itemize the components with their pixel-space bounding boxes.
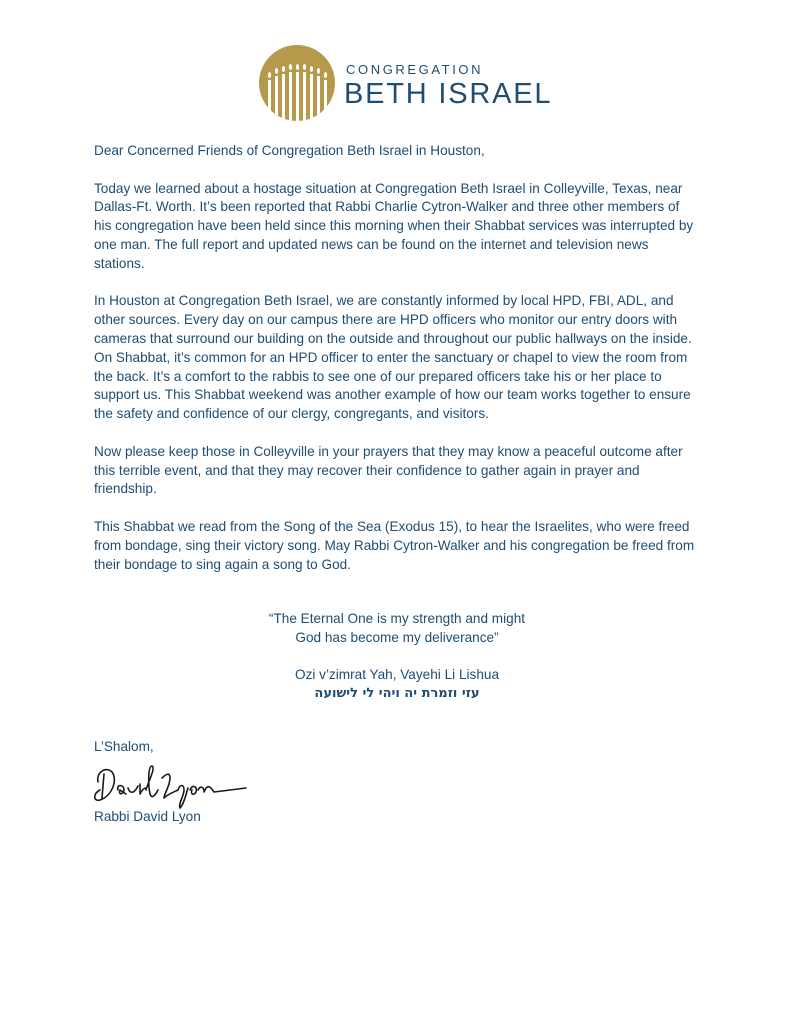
org-name-line1: CONGREGATION — [346, 62, 484, 77]
quote-line-2: God has become my deliverance” — [295, 629, 499, 645]
org-name-line2: BETH ISRAEL — [344, 78, 553, 110]
paragraph-3: Now please keep those in Colleyville in your prayers that they may know a peaceful outcome after this terrible event, and that they may recover their confidence to gather again in prayer and friendship. — [94, 443, 683, 497]
handwritten-signature — [92, 760, 252, 810]
scripture-quote — [94, 610, 700, 704]
quote-line-1: “The Eternal One is my strength and might — [268, 611, 526, 626]
signer-name: Rabbi David Lyon — [94, 809, 201, 824]
paragraph-4: This Shabbat we read from the Song of the Sea (Exodus 15), to hear the Israelites, who were freed from bondage, sing their victory song. May Rabbi Cytron-Walker and his congregation be freed from their bondage to sing again a song to God. — [94, 518, 695, 572]
quote-transliteration: Ozi v’zimrat Yah, Vayehi Li Lishua — [295, 667, 499, 683]
salutation: Dear Concerned Friends of Congregation Beth Israel in Houston, — [94, 143, 485, 158]
letterhead — [258, 44, 553, 124]
paragraph-2: In Houston at Congregation Beth Israel, we are constantly informed by local HPD, FBI, ADL, and other sources. Every day on our campus there are HPD officers who monitor our entry doors with cameras that surround our building on the outside and throughout our public hallways on the inside. On Shabbat, it’s common for an HPD officer to enter the sanctuary or chapel to view the room from the back. It’s a comfort to the rabbis to see one of our prepared officers take his or her place to support us. This Shabbat weekend was another example of how our team works together to ensure the safety and confidence of our clergy, congregants, and visitors. — [94, 293, 692, 422]
paragraph-1: Today we learned about a hostage situation at Congregation Beth Israel in Colleyville, Texas, near Dallas-Ft. Worth. It’s been reported that Rabbi Charlie Cytron-Walker and three other members of his congregation have been held since this morning when their Shabbat services was interrupted by one man. The full report and updated news can be found on the internet and television news stations. — [94, 180, 694, 271]
letter-body — [94, 142, 700, 593]
closing: L’Shalom, — [94, 739, 154, 754]
quote-hebrew: עזי וזמרת יה ויהי לי לישועה — [314, 686, 480, 702]
menorah-candles-icon — [258, 44, 336, 122]
